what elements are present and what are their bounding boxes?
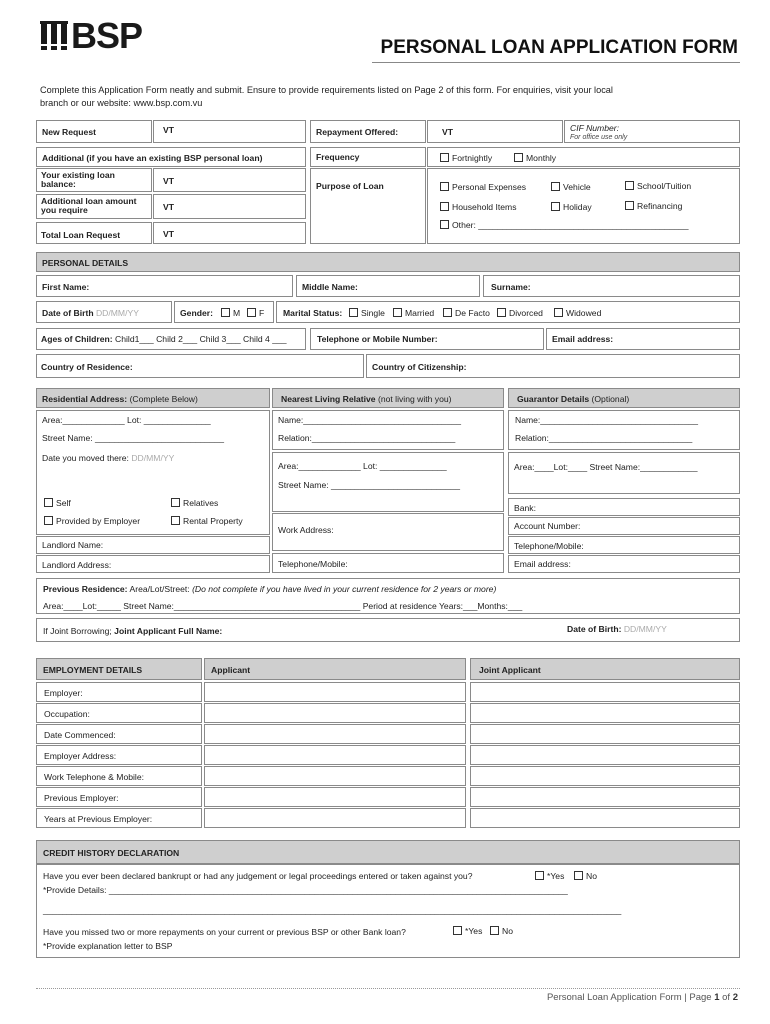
employment-row-label: Years at Previous Employer: — [36, 808, 202, 828]
employment-joint-input[interactable] — [470, 682, 740, 702]
total-loan-label-cell: Total Loan Request — [36, 222, 152, 244]
purpose-options — [427, 168, 740, 244]
intro-line-1: Complete this Application Form neatly and submit. Ensure to provide requirements listed on Page 2 of this form. For enquiries, visit your local — [40, 85, 613, 95]
other-purpose-field[interactable]: Other: ____________________________________________ — [440, 220, 689, 230]
date-moved[interactable]: Date you moved there: DD/MM/YY — [42, 453, 175, 463]
gender-f-checkbox[interactable]: F — [247, 308, 264, 318]
self-checkbox[interactable]: Self — [44, 498, 71, 508]
relative-telephone[interactable]: Telephone/Mobile: — [272, 553, 504, 573]
employment-row-label: Date Commenced: — [36, 724, 202, 744]
guarantor-relation[interactable]: Relation:______________________________ — [515, 433, 693, 443]
bsp-logo — [40, 15, 143, 56]
credit-details-field[interactable]: *Provide Details: ________________________________________________________________________________________________ — [43, 885, 568, 895]
employment-applicant-input[interactable] — [204, 703, 466, 723]
married-checkbox[interactable]: Married — [393, 308, 434, 318]
children-ages-field[interactable]: Ages of Children: Child1___ Child 2___ Child 3___ Child 4 ___ — [36, 328, 306, 350]
credit-details-line[interactable]: _________________________________________________________________________________________________________________________ — [43, 905, 622, 915]
header-divider — [372, 62, 740, 63]
widowed-checkbox[interactable]: Widowed — [554, 308, 601, 318]
employment-row-label: Employer: — [36, 682, 202, 702]
guarantor-account[interactable]: Account Number: — [508, 517, 740, 535]
employment-joint-input[interactable] — [470, 766, 740, 786]
guarantor-bank[interactable]: Bank: — [508, 498, 740, 516]
employment-joint-input[interactable] — [470, 808, 740, 828]
employment-header: EMPLOYMENT DETAILS — [36, 658, 202, 680]
new-request-input[interactable]: VT — [153, 120, 306, 143]
guarantor-email[interactable]: Email address: — [508, 555, 740, 573]
credit-history-block: Have you ever been declared bankrupt or had any judgement or legal proceedings entered or taken against you? *Yes No *Provide Details: ________________________________________________________________________________________________ _________________________________________________________________________________________________________________________ Have you missed two or more repayments on your current or previous BSP or other Bank loan? *Yes No *Provide explanation letter to BSP — [36, 864, 740, 958]
bsp-logo-text: BSP — [71, 15, 143, 56]
country-citizenship-field[interactable]: Country of Citizenship: — [366, 354, 740, 378]
repayment-label-cell: Repayment Offered: — [310, 120, 426, 143]
middle-name-field[interactable]: Middle Name: — [296, 275, 480, 297]
gender-field: Gender: M F — [174, 301, 274, 323]
holiday-checkbox[interactable]: Holiday — [551, 202, 592, 212]
refinancing-checkbox[interactable]: Refinancing — [625, 201, 682, 211]
rental-property-checkbox[interactable]: Rental Property — [171, 516, 243, 526]
footer-page-text: Personal Loan Application Form | Page 1 of 2 — [546, 992, 738, 1003]
marital-status-field: Marital Status: Single Married De Facto Divorced Widowed — [276, 301, 740, 323]
residential-address-header: Residential Address: (Complete Below) — [36, 388, 270, 408]
residential-street[interactable]: Street Name: ___________________________ — [42, 433, 225, 443]
credit-q2-no-checkbox[interactable]: No — [490, 926, 513, 936]
monthly-checkbox[interactable]: Monthly — [514, 153, 556, 163]
employment-applicant-header: Applicant — [204, 658, 466, 680]
first-name-field[interactable]: First Name: — [36, 275, 293, 297]
employment-applicant-input[interactable] — [204, 745, 466, 765]
total-loan-input[interactable]: VT — [153, 222, 306, 244]
relative-header: Nearest Living Relative (not living with you) — [272, 388, 504, 408]
intro-line-2: branch or our website: www.bsp.com.vu — [40, 98, 203, 108]
footer-divider — [36, 988, 740, 989]
single-checkbox[interactable]: Single — [349, 308, 385, 318]
employment-applicant-input[interactable] — [204, 766, 466, 786]
guarantor-name[interactable]: Name:_________________________________ — [515, 415, 699, 425]
purpose-label-cell: Purpose of Loan — [310, 168, 426, 244]
gender-m-checkbox[interactable]: M — [221, 308, 240, 318]
joint-borrowing-row[interactable]: If Joint Borrowing; Joint Applicant Full Name: Date of Birth: DD/MM/YY — [36, 618, 740, 642]
frequency-options — [427, 147, 740, 167]
relatives-checkbox[interactable]: Relatives — [171, 498, 218, 508]
divorced-checkbox[interactable]: Divorced — [497, 308, 543, 318]
employment-applicant-input[interactable] — [204, 808, 466, 828]
landlord-address-field[interactable]: Landlord Address: — [36, 555, 270, 573]
employment-row-label: Employer Address: — [36, 745, 202, 765]
relative-relation[interactable]: Relation:______________________________ — [278, 433, 456, 443]
email-field[interactable]: Email address: — [546, 328, 740, 350]
additional-loan-row: Additional (if you have an existing BSP personal loan) — [36, 147, 306, 167]
employment-applicant-input[interactable] — [204, 787, 466, 807]
employment-joint-header: Joint Applicant — [470, 658, 740, 680]
cif-number-cell: CIF Number: For office use only — [564, 120, 740, 143]
relative-name-block — [272, 410, 504, 450]
relative-street[interactable]: Street Name: ___________________________ — [278, 480, 461, 490]
telephone-field[interactable]: Telephone or Mobile Number: — [310, 328, 544, 350]
guarantor-name-block — [508, 410, 740, 450]
personal-details-header: PERSONAL DETAILS — [36, 252, 740, 272]
frequency-label-cell: Frequency — [310, 147, 426, 167]
fortnightly-checkbox[interactable]: Fortnightly — [440, 153, 492, 163]
credit-history-header: CREDIT HISTORY DECLARATION — [36, 840, 740, 864]
employment-joint-input[interactable] — [470, 703, 740, 723]
previous-residence-block[interactable]: Previous Residence: Area/Lot/Street: (Do not complete if you have lived in your current residence for 2 years or more) Area:____Lot:_____ Street Name:_______________________________________ Period at residence Years:___Months:___ — [36, 578, 740, 614]
existing-balance-input[interactable]: VT — [153, 168, 306, 192]
vehicle-checkbox[interactable]: Vehicle — [551, 182, 591, 192]
employment-row-label: Work Telephone & Mobile: — [36, 766, 202, 786]
employer-provided-checkbox[interactable]: Provided by Employer — [44, 516, 140, 526]
country-residence-field[interactable]: Country of Residence: — [36, 354, 364, 378]
additional-amount-label-cell: Additional loan amount you require — [36, 194, 152, 219]
employment-joint-input[interactable] — [470, 787, 740, 807]
new-request-label-cell: New Request — [36, 120, 152, 143]
relative-work-address[interactable]: Work Address: — [272, 513, 504, 551]
bsp-logo-emblem-icon — [40, 20, 70, 52]
repayment-input[interactable]: VT — [427, 120, 563, 143]
surname-field[interactable]: Surname: — [483, 275, 740, 297]
personal-expenses-checkbox[interactable]: Personal Expenses — [440, 182, 526, 192]
employment-row-label: Previous Employer: — [36, 787, 202, 807]
employment-joint-input[interactable] — [470, 745, 740, 765]
credit-q1-yes-checkbox[interactable]: *Yes — [535, 871, 564, 881]
credit-q1-no-checkbox[interactable]: No — [574, 871, 597, 881]
guarantor-header: Guarantor Details (Optional) — [508, 388, 740, 408]
residential-address-block — [36, 410, 270, 535]
residential-area-lot[interactable]: Area:_____________ Lot: ______________ — [42, 415, 211, 425]
existing-balance-label-cell: Your existing loan balance: — [36, 168, 152, 192]
household-items-checkbox[interactable]: Household Items — [440, 202, 517, 212]
guarantor-address-block[interactable]: Area:____Lot:____ Street Name:____________ — [508, 452, 740, 494]
employment-applicant-input[interactable] — [204, 682, 466, 702]
school-tuition-checkbox[interactable]: School/Tuition — [625, 181, 691, 191]
employment-joint-input[interactable] — [470, 724, 740, 744]
form-title: PERSONAL LOAN APPLICATION FORM — [380, 37, 738, 58]
additional-amount-input[interactable]: VT — [153, 194, 306, 219]
relative-name[interactable]: Name:_________________________________ — [278, 415, 462, 425]
landlord-name-field[interactable]: Landlord Name: — [36, 536, 270, 554]
guarantor-telephone[interactable]: Telephone/Mobile: — [508, 536, 740, 554]
employment-applicant-input[interactable] — [204, 724, 466, 744]
date-of-birth-field[interactable]: Date of Birth DD/MM/YY — [36, 301, 172, 323]
credit-q2-yes-checkbox[interactable]: *Yes — [453, 926, 482, 936]
employment-row-label: Occupation: — [36, 703, 202, 723]
defacto-checkbox[interactable]: De Facto — [443, 308, 490, 318]
relative-address-block — [272, 452, 504, 512]
relative-area-lot[interactable]: Area:_____________ Lot: ______________ — [278, 461, 447, 471]
